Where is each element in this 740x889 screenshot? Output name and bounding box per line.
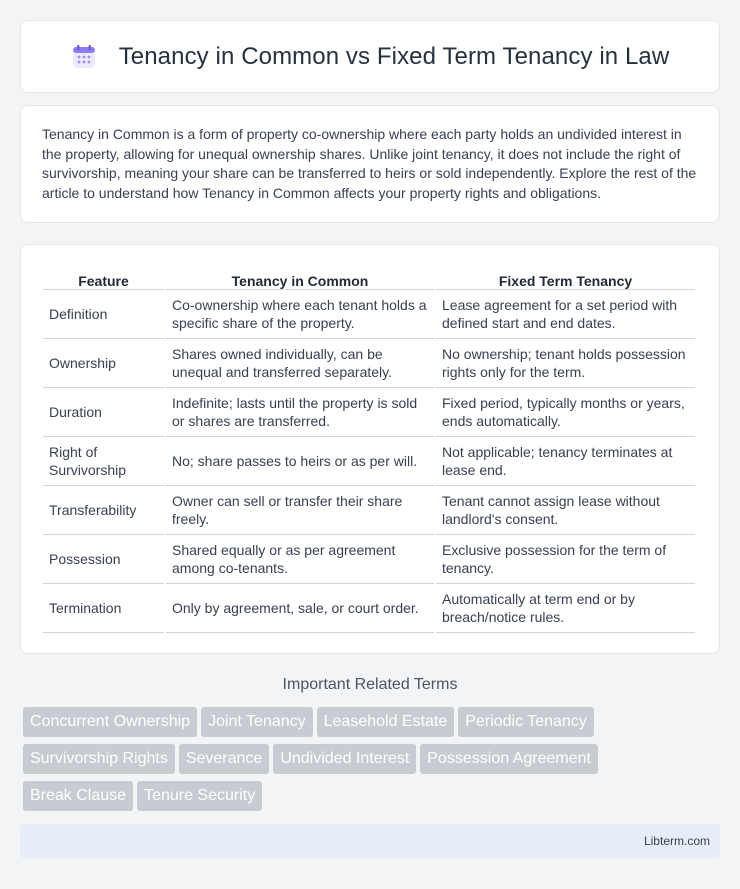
related-term-tag[interactable]: Undivided Interest [273,744,416,774]
comparison-card [20,244,720,654]
feature-cell: Duration [43,388,164,437]
tenancy-in-common-cell: Shared equally or as per agreement among co-tenants. [166,535,434,584]
table-row [43,486,695,535]
feature-cell: Definition [43,290,164,339]
related-term-tag[interactable]: Break Clause [23,781,133,811]
intro-card [20,105,720,223]
table-row [43,437,695,486]
tenancy-in-common-cell: Shares owned individually, can be unequal and transferred separately. [166,339,434,388]
fixed-term-cell: Exclusive possession for the term of tenancy. [436,535,695,584]
fixed-term-cell: Fixed period, typically months or years, ends automatically. [436,388,695,437]
tenancy-in-common-cell: Indefinite; lasts until the property is sold or shares are transferred. [166,388,434,437]
feature-cell: Possession [43,535,164,584]
feature-cell: Transferability [43,486,164,535]
fixed-term-cell: Tenant cannot assign lease without landlord's consent. [436,486,695,535]
related-term-tag[interactable]: Leasehold Estate [317,707,455,737]
related-term-tag[interactable]: Concurrent Ownership [23,707,197,737]
related-terms-title: Important Related Terms [282,676,458,693]
header-fixed-term-tenancy: Fixed Term Tenancy [436,265,695,290]
related-term-tag[interactable]: Possession Agreement [420,744,598,774]
header-card [20,20,720,93]
page-title: Tenancy in Common vs Fixed Term Tenancy in Law [118,42,670,70]
tenancy-in-common-cell: No; share passes to heirs or as per will. [166,437,434,486]
related-term-tag[interactable]: Survivorship Rights [23,744,175,774]
header-feature: Feature [43,265,164,290]
table-row [43,584,695,633]
table-row [43,290,695,339]
tenancy-in-common-cell: Co-ownership where each tenant holds a specific share of the property. [166,290,434,339]
related-term-tag[interactable]: Tenure Security [137,781,262,811]
header-tenancy-in-common: Tenancy in Common [166,265,434,290]
related-terms-list [23,707,723,818]
table-row [43,339,695,388]
calendar-icon [71,44,97,70]
fixed-term-cell: Lease agreement for a set period with defined start and end dates. [436,290,695,339]
fixed-term-cell: Not applicable; tenancy terminates at lease end. [436,437,695,486]
footer [20,824,720,858]
intro-text: Tenancy in Common is a form of property co-ownership where each party holds an undivided interest in the property, allowing for unequal ownership shares. Unlike joint tenancy, it does not include the right of survivorship, meaning your share can be transferred to heirs or sold independently. Explore the rest of the article to understand how Tenancy in Common affects your property rights and obligations. [42,126,697,201]
tenancy-in-common-cell: Owner can sell or transfer their share freely. [166,486,434,535]
table-header-row [43,265,695,290]
table-row [43,535,695,584]
comparison-table [41,265,697,633]
feature-cell: Ownership [43,339,164,388]
tenancy-in-common-cell: Only by agreement, sale, or court order. [166,584,434,633]
related-term-tag[interactable]: Periodic Tenancy [458,707,594,737]
related-term-tag[interactable]: Joint Tenancy [201,707,313,737]
table-row [43,388,695,437]
footer-site-link[interactable]: Libterm.com [643,834,710,848]
feature-cell: Right of Survivorship [43,437,164,486]
related-term-tag[interactable]: Severance [179,744,270,774]
feature-cell: Termination [43,584,164,633]
fixed-term-cell: Automatically at term end or by breach/notice rules. [436,584,695,633]
fixed-term-cell: No ownership; tenant holds possession rights only for the term. [436,339,695,388]
